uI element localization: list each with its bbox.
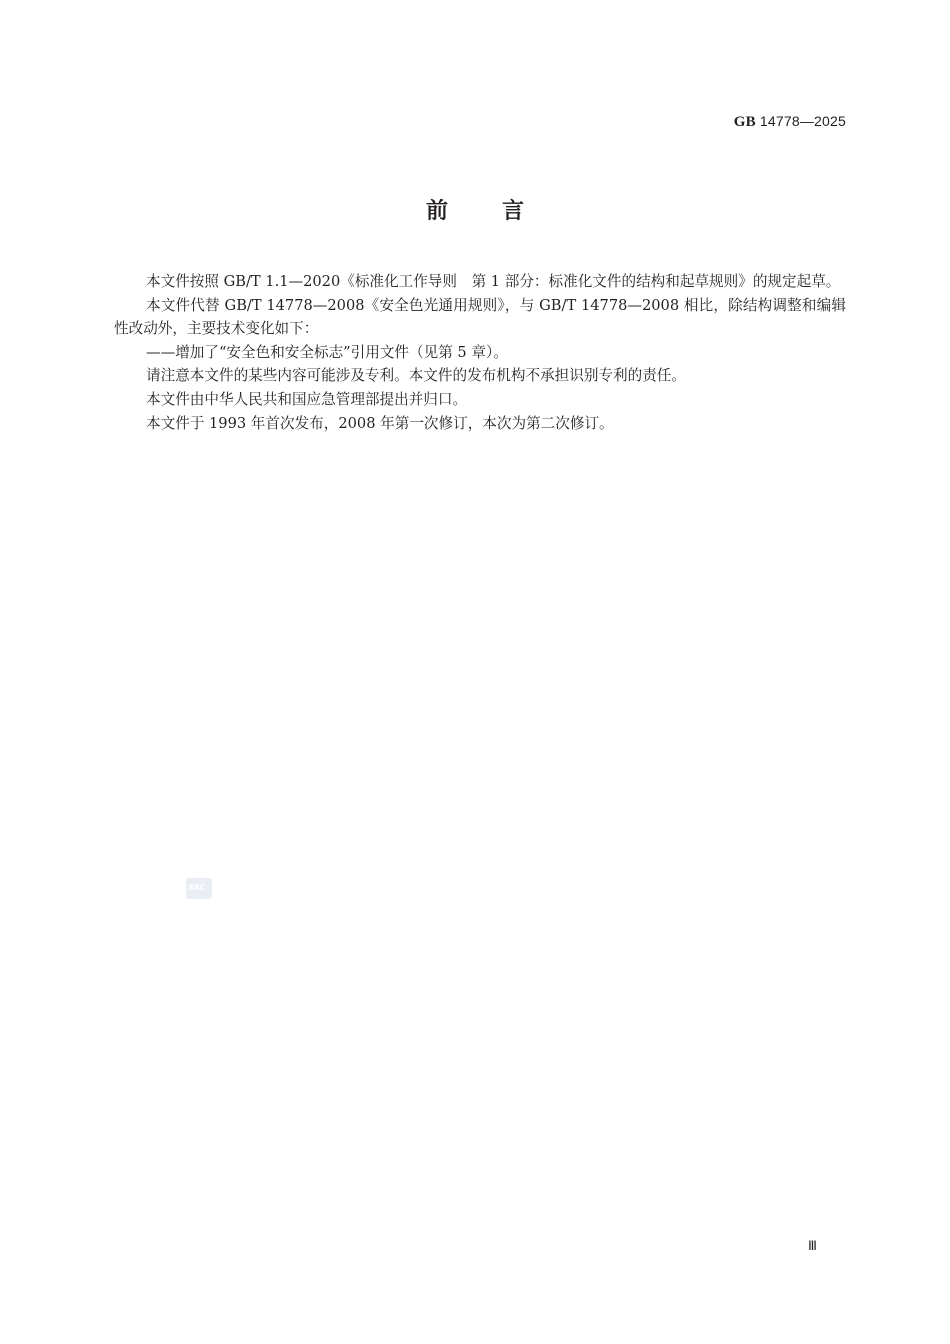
standard-code	[734, 113, 846, 131]
paragraph-change-item: ——增加了“安全色和安全标志”引用文件（见第 5 章）。	[146, 343, 508, 361]
paragraph-proposer: 本文件由中华人民共和国应急管理部提出并归口。	[146, 390, 468, 408]
sac-watermark-logo	[186, 878, 212, 899]
title-char-1: 前	[425, 199, 448, 224]
paragraph-replacement: 本文件代替 GB/T 14778—2008《安全色光通用规则》，与 GB/T 14778—2008 相比，除结构调整和编辑性改动外，主要技术变化如下：	[114, 296, 846, 338]
logo-text: SAC	[188, 883, 206, 892]
standard-prefix: GB	[733, 114, 756, 130]
foreword-body	[114, 270, 846, 435]
page-number: Ⅲ	[808, 1238, 817, 1253]
paragraph-patent-notice: 请注意本文件的某些内容可能涉及专利。本文件的发布机构不承担识别专利的责任。	[146, 367, 686, 385]
paragraph-history: 本文件于 1993 年首次发布，2008 年第一次修订，本次为第二次修订。	[146, 414, 614, 432]
standard-number: 14778—2025	[755, 113, 846, 129]
title-char-2: 言	[502, 199, 525, 224]
page-title	[0, 194, 950, 225]
paragraph-drafting-rules: 本文件按照 GB/T 1.1—2020《标准化工作导则 第 1 部分：标准化文件的结构和起草规则》的规定起草。	[146, 273, 841, 290]
